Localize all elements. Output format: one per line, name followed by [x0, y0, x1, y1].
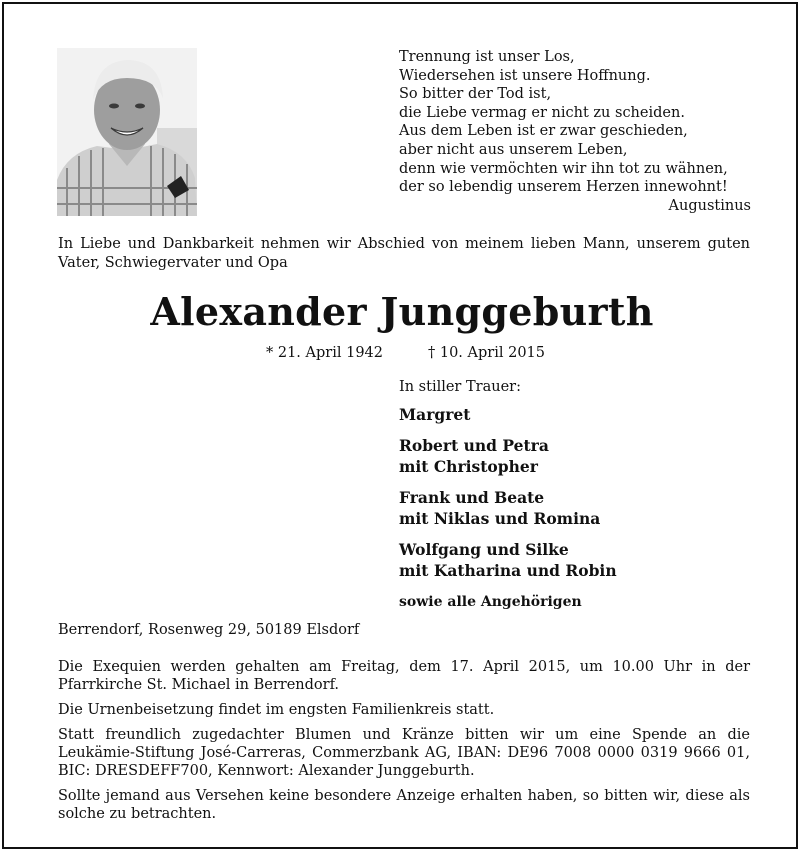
mourner-name: mit Niklas und Romina: [399, 509, 601, 528]
details-paragraph: Die Urnenbeisetzung findet im engsten Familienkreis statt.: [58, 702, 495, 718]
poem-line: die Liebe vermag er nicht zu scheiden.: [399, 104, 685, 121]
birth-date: * 21. April 1942: [266, 345, 383, 361]
memorial-poem: [399, 48, 751, 215]
poem-line: aber nicht aus unserem Leben,: [399, 141, 628, 158]
mourner-group: [399, 487, 749, 530]
details-paragraph: Die Exequien werden gehalten am Freitag, dem 17. April 2015, um 10.00 Uhr in der Pfarrkirche St. Michael in Berrendorf.: [58, 659, 750, 693]
details-paragraph: Sollte jemand aus Versehen keine besondere Anzeige erhalten haben, so bitten wir, diese als solche zu betrachten.: [58, 788, 750, 822]
poem-line: Wiedersehen ist unsere Hoffnung.: [399, 67, 651, 84]
mourner-name: Robert und Petra: [399, 435, 549, 455]
mourner-group: [399, 435, 749, 478]
poem-author: Augustinus: [668, 197, 751, 214]
portrait-photo: [57, 48, 197, 216]
funeral-details: [58, 658, 750, 830]
mourner-name: Frank und Beate: [399, 487, 545, 507]
details-paragraph: Statt freundlich zugedachter Blumen und Kränze bitten wir um eine Spende an die Leukämie-Stiftung José-Carreras, Commerzbank AG, IBAN: DE96 7008 0000 0319 9666 01, BIC: DRESDEFF700, Kennwort: Alexander Junggeburth.: [58, 727, 750, 779]
life-dates: [266, 344, 566, 362]
mourners-list: [399, 378, 749, 611]
family-address: Berrendorf, Rosenweg 29, 50189 Elsdorf: [58, 622, 360, 638]
deceased-name: Alexander Junggeburth: [150, 289, 654, 334]
poem-line: So bitter der Tod ist,: [399, 86, 552, 103]
mourner-name: mit Christopher: [399, 457, 538, 476]
mourners-closing: sowie alle Angehörigen: [399, 593, 582, 610]
mourner-group: [399, 404, 749, 426]
poem-line: Aus dem Leben ist er zwar geschieden,: [399, 123, 688, 140]
death-date: † 10. April 2015: [428, 345, 545, 361]
mourner-name: Margret: [399, 405, 471, 424]
mourner-name: mit Katharina und Robin: [399, 561, 617, 580]
mourner-group: [399, 539, 749, 582]
poem-line: denn wie vermöchten wir ihn tot zu wähnen,: [399, 160, 728, 177]
poem-line: Trennung ist unser Los,: [399, 49, 575, 65]
obituary-notice: [2, 2, 798, 849]
mourner-name: Wolfgang und Silke: [399, 539, 569, 559]
mourners-label: In stiller Trauer:: [399, 379, 521, 395]
poem-line: der so lebendig unserem Herzen innewohnt!: [399, 179, 728, 196]
intro-text: In Liebe und Dankbarkeit nehmen wir Abschied von meinem lieben Mann, unserem guten Vater, Schwiegervater und Opa: [58, 236, 750, 271]
